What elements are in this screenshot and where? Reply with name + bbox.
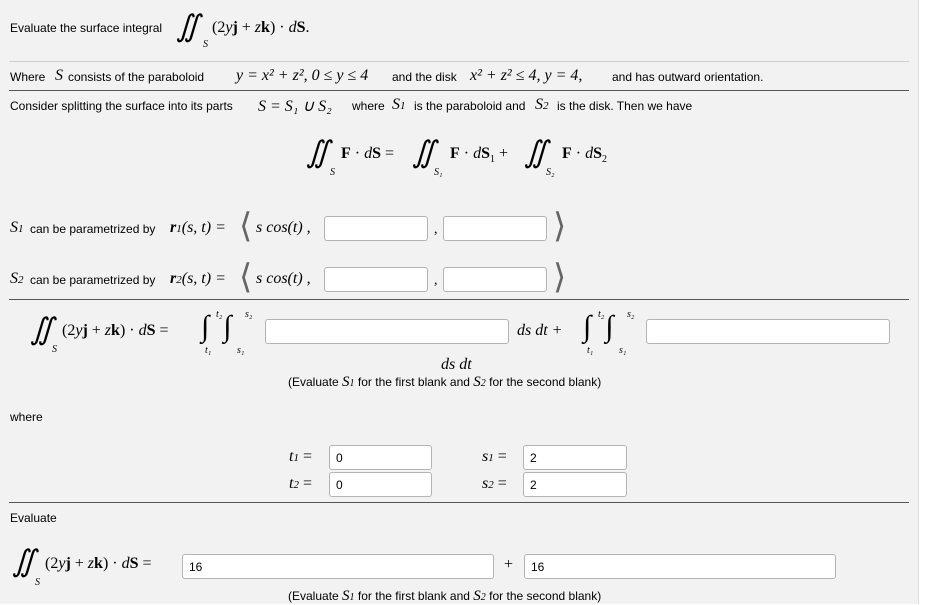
split-s1-text: is the paraboloid and [414,99,526,113]
divider [9,61,909,62]
r2-function: r2(s, t) = [170,270,226,287]
surface-integral-symbol: ∬ [176,10,200,43]
upper-limit-t2: t₂ [598,309,605,320]
left-angle-bracket: ⟨ [239,208,253,245]
s2-bound-label: s2 = [482,475,507,492]
lower-limit-t1: t₁ [587,345,594,356]
integral-symbol-s1: ∬ [412,136,436,169]
integral-symbol-s: ∬ [306,136,330,169]
upper-limit-t2: t₂ [216,309,223,320]
plus-sign: + [504,556,514,573]
s2-third-component-input[interactable] [443,267,547,292]
s1-second-component-input[interactable] [324,216,428,241]
split-equation: S = S₁ ∪ S₂ [258,98,332,115]
left-angle-bracket: ⟨ [239,259,253,296]
where-prefix: Where [10,70,46,84]
right-angle-bracket: ⟩ [553,259,567,296]
integral-subscript-s2: S₂ [546,167,555,178]
integral-f-ds1: $F \cdot dS_1$ + [450,145,509,166]
divider [9,299,909,300]
final-integral-expression: (2yj + zk) · dS = [45,555,152,572]
integral-f-ds: F · dS = [341,145,395,162]
integral-symbol: ∬ [30,313,54,346]
integral-expression: (2yj + zk) · dS = [62,322,169,339]
prompt-text: Evaluate the surface integral [10,21,163,35]
lower-limit-t1: t₁ [205,345,212,356]
divider [9,502,909,503]
split-s2-text: is the disk. Then we have [557,99,693,113]
upper-limit-s2: s₂ [245,309,253,320]
answer-s2-input[interactable] [524,554,836,579]
s2-symbol: S2 [10,270,24,287]
integral-subscript-s: S [35,577,40,588]
final-integral-symbol: ∬ [12,545,36,578]
integral-f-ds2: $F \cdot dS_2$ [562,145,608,166]
double-integral-left: ∫ ∫ [201,310,232,343]
t1-input[interactable] [329,445,432,470]
s1-bound-label: s1 = [482,448,507,465]
orientation-text: and has outward orientation. [612,70,764,84]
s1-third-component-input[interactable] [443,216,547,241]
where-label: where [10,410,43,424]
comma: , [434,222,438,237]
r1-function: r1(s, t) = [170,219,226,236]
t2-input[interactable] [329,472,432,497]
divider [9,90,909,91]
ds-dt: ds dt [441,356,472,373]
integral-symbol-s2: ∬ [524,136,548,169]
evaluate-note-suffix: for the second blank) [489,589,602,603]
lower-limit-s1: s₁ [619,345,627,356]
evaluate-note: (Evaluate S1 for the first blank and S2 for the second blank) [288,374,602,390]
s2-second-component-input[interactable] [324,267,428,292]
integrand-s1-input[interactable] [265,319,509,344]
upper-limit-s2: s₂ [627,309,635,320]
double-integral-right: ∫ ∫ [583,310,614,343]
split-where: where [352,99,385,113]
lower-limit-s1: s₁ [237,345,245,356]
ds-dt-plus: ds dt + [517,322,563,339]
comma: , [434,273,438,288]
s1-param-label: can be parametrized by [30,222,156,236]
symbol-s: S [55,67,63,84]
integrand-s2-input[interactable] [646,319,890,344]
s1-bound-input[interactable] [523,445,627,470]
integral-subscript-s: S [52,344,57,355]
evaluate-note-prefix: (Evaluate [288,375,339,389]
disk-equation: x² + z² ≤ 4, y = 4, [470,67,583,84]
s2-param-label: can be parametrized by [30,273,156,287]
integral-subscript-s: S [203,39,208,50]
s2-first-component: s cos(t) , [256,270,311,287]
evaluate-note-final: (Evaluate S1 for the first blank and S2 for the second blank) [288,588,602,604]
split-prefix: Consider splitting the surface into its parts [10,99,233,113]
s1-first-component: s cos(t) , [256,219,311,236]
evaluate-label: Evaluate [10,511,57,525]
surface-integral-expression: (2yj + zk) · dS. [212,19,310,36]
integral-subscript-s1: S₁ [434,167,443,178]
paraboloid-equation: y = x² + z², 0 ≤ y ≤ 4 [236,67,369,84]
evaluate-note-suffix: for the second blank) [489,375,602,389]
s1-symbol: S1 [10,219,24,236]
integral-subscript-s: S [330,167,335,178]
where-middle: consists of the paraboloid [68,70,205,84]
s2-bound-input[interactable] [523,472,627,497]
evaluate-note-middle: for the first blank and [357,589,470,603]
evaluate-note-middle: for the first blank and [357,375,470,389]
symbol-s2: S2 [535,96,549,113]
t1-label: t1 = [289,448,312,465]
right-angle-bracket: ⟩ [553,208,567,245]
answer-s1-input[interactable] [182,554,494,579]
evaluate-note-prefix: (Evaluate [288,589,339,603]
symbol-s1: S1 [392,96,406,113]
t2-label: t2 = [289,475,312,492]
and-the-disk-text: and the disk [392,70,457,84]
